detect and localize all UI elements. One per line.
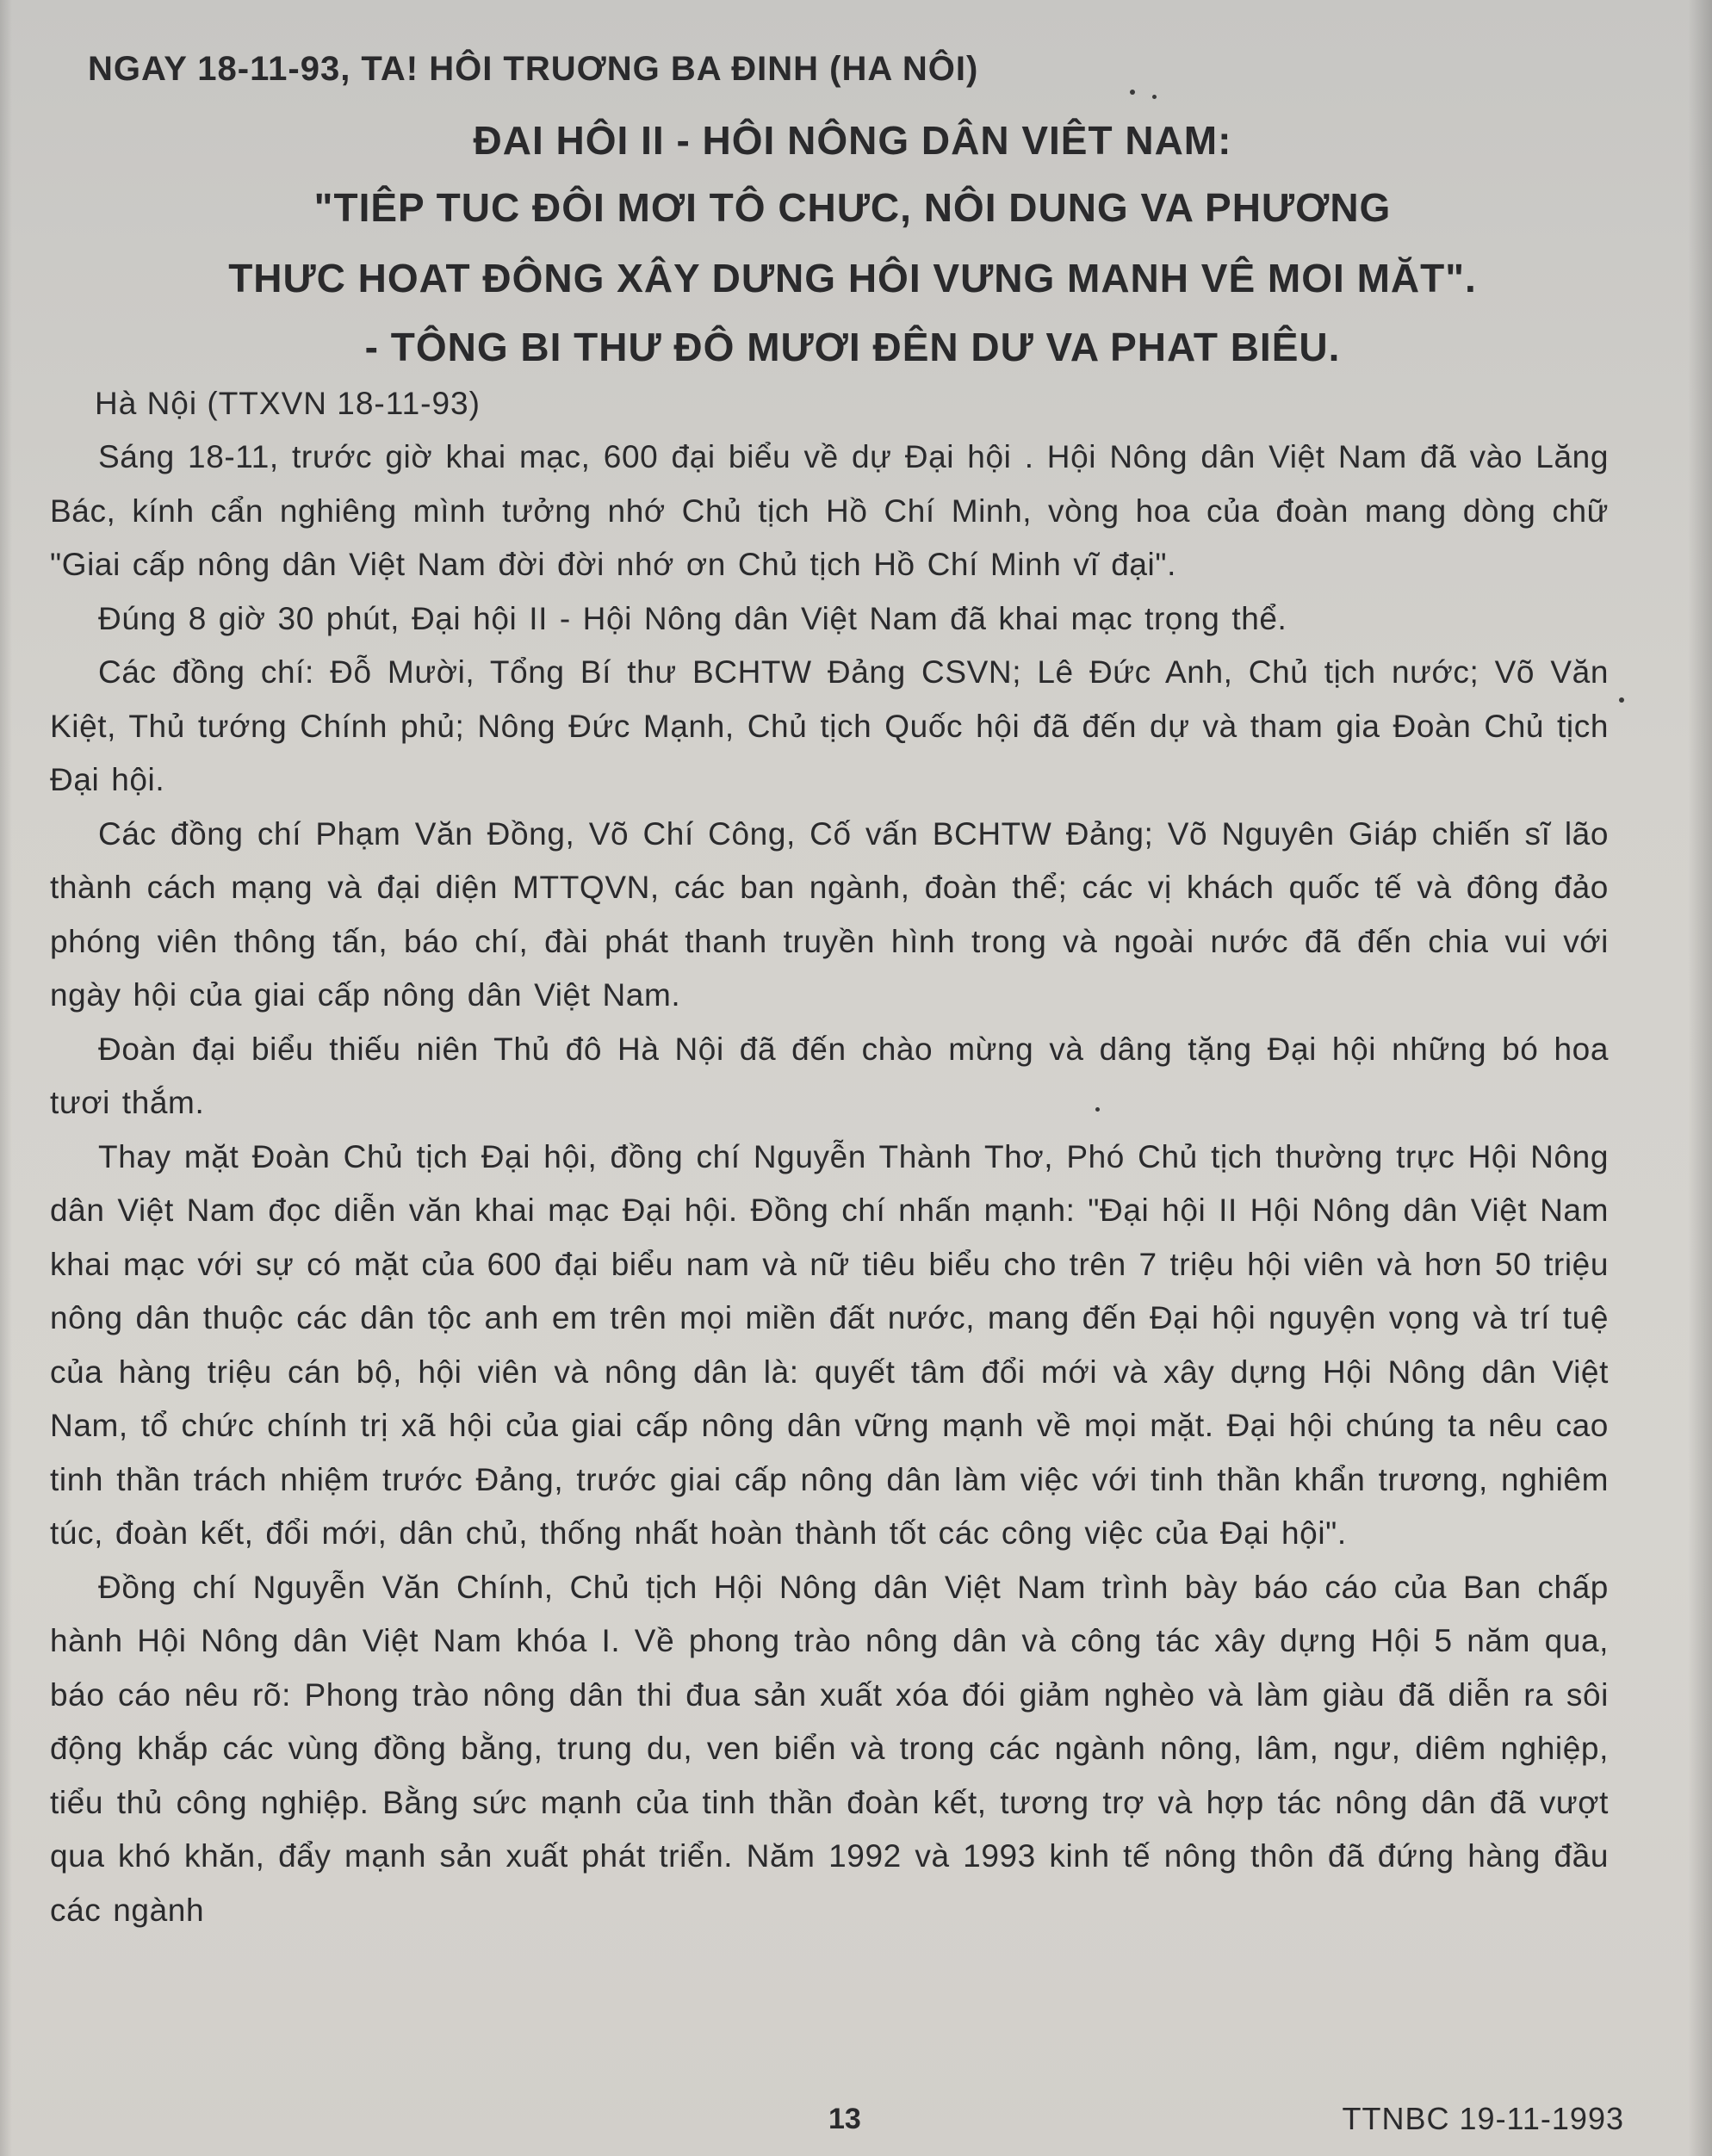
- headline-line-1: ĐAI HÔI II - HÔI NÔNG DÂN VIÊT NAM:: [473, 118, 1232, 163]
- article-body: [50, 431, 1609, 1937]
- event-date-line: NGAY 18-11-93, TA! HÔI TRUƠNG BA ĐINH (HA NÔI): [88, 50, 979, 88]
- print-speck: [1619, 697, 1624, 703]
- print-speck: [1152, 95, 1157, 99]
- print-speck: [1130, 90, 1135, 95]
- article-paragraph: Các đồng chí Phạm Văn Đồng, Võ Chí Công, Cố vấn BCHTW Đảng; Võ Nguyên Giáp chiến sĩ lão thành cách mạng và đại diện MTTQVN, các ban ngành, đoàn thể; các vị khách quốc tế và đông đảo phóng viên thông tấn, báo chí, đài phát thanh truyền hình trong và ngoài nước đã đến chia vui với ngày hội của giai cấp nông dân Việt Nam.: [50, 815, 1609, 1013]
- article-paragraph: Sáng 18-11, trước giờ khai mạc, 600 đại biểu về dự Đại hội . Hội Nông dân Việt Nam đã vào Lăng Bác, kính cẩn nghiêng mình tưởng nhớ Chủ tịch Hồ Chí Minh, vòng hoa của đoàn mang dòng chữ "Giai cấp nông dân Việt Nam đời đời nhớ ơn Chủ tịch Hồ Chí Minh vĩ đại".: [50, 439, 1609, 582]
- article-paragraph: Đúng 8 giờ 30 phút, Đại hội II - Hội Nông dân Việt Nam đã khai mạc trọng thể.: [98, 600, 1287, 636]
- headline-line-4: - TÔNG BI THƯ ĐÔ MƯƠI ĐÊN DƯ VA PHAT BIÊU.: [364, 325, 1341, 369]
- headline-line-3: THƯC HOAT ĐÔNG XÂY DƯNG HÔI VƯNG MANH VÊ MOI MĂT".: [228, 256, 1477, 300]
- page-number: 13: [828, 2103, 861, 2135]
- article-paragraph: Đoàn đại biểu thiếu niên Thủ đô Hà Nội đã đến chào mừng và dâng tặng Đại hội những bó hoa tươi thắm.: [50, 1031, 1609, 1120]
- print-speck: [1095, 1107, 1100, 1112]
- headline-line-2: "TIÊP TUC ĐÔI MƠI TÔ CHƯC, NÔI DUNG VA PHƯƠNG: [313, 185, 1392, 230]
- page-left-edge-shadow: [0, 0, 12, 2156]
- article-paragraph: Các đồng chí: Đỗ Mười, Tổng Bí thư BCHTW Đảng CSVN; Lê Đức Anh, Chủ tịch nước; Võ Văn Kiệt, Thủ tướng Chính phủ; Nông Đức Mạnh, Chủ tịch Quốc hội đã đến dự và tham gia Đoàn Chủ tịch Đại hội.: [50, 654, 1609, 797]
- article-paragraph: Đồng chí Nguyễn Văn Chính, Chủ tịch Hội Nông dân Việt Nam trình bày báo cáo của Ban chấp hành Hội Nông dân Việt Nam khóa I. Về phong trào nông dân và công tác xây dựng Hội 5 năm qua, báo cáo nêu rõ: Phong trào nông dân thi đua sản xuất xóa đói giảm nghèo và làm giàu đã diễn ra sôi động khắp các vùng đồng bằng, trung du, ven biển và trong các ngành nông, lâm, ngư, diêm nghiệp, tiểu thủ công nghiệp. Bằng sức mạnh của tinh thần đoàn kết, tương trợ và hợp tác nông dân đã vượt qua khó khăn, đẩy mạnh sản xuất phát triển. Năm 1992 và 1993 kinh tế nông thôn đã đứng hàng đầu các ngành: [50, 1569, 1609, 1928]
- source-reference: TTNBC 19-11-1993: [1342, 2101, 1624, 2136]
- page-right-edge-shadow: [1688, 0, 1712, 2156]
- article-paragraph: Thay mặt Đoàn Chủ tịch Đại hội, đồng chí Nguyễn Thành Thơ, Phó Chủ tịch thường trực Hội Nông dân Việt Nam đọc diễn văn khai mạc Đại hội. Đồng chí nhấn mạnh: "Đại hội II Hội Nông dân Việt Nam khai mạc với sự có mặt của 600 đại biểu nam và nữ tiêu biểu cho trên 7 triệu hội viên và hơn 50 triệu nông dân thuộc các dân tộc anh em trên mọi miền đất nước, mang đến Đại hội nguyện vọng và trí tuệ của hàng triệu cán bộ, hội viên và nông dân là: quyết tâm đổi mới và xây dựng Hội Nông dân Việt Nam, tổ chức chính trị xã hội của giai cấp nông dân vững mạnh về mọi mặt. Đại hội chúng ta nêu cao tinh thần trách nhiệm trước Đảng, trước giai cấp nông dân làm việc với tinh thần khẩn trương, nghiêm túc, đoàn kết, đổi mới, dân chủ, thống nhất hoàn thành tốt các công việc của Đại hội".: [50, 1138, 1609, 1551]
- article-dateline: Hà Nội (TTXVN 18-11-93): [95, 386, 481, 421]
